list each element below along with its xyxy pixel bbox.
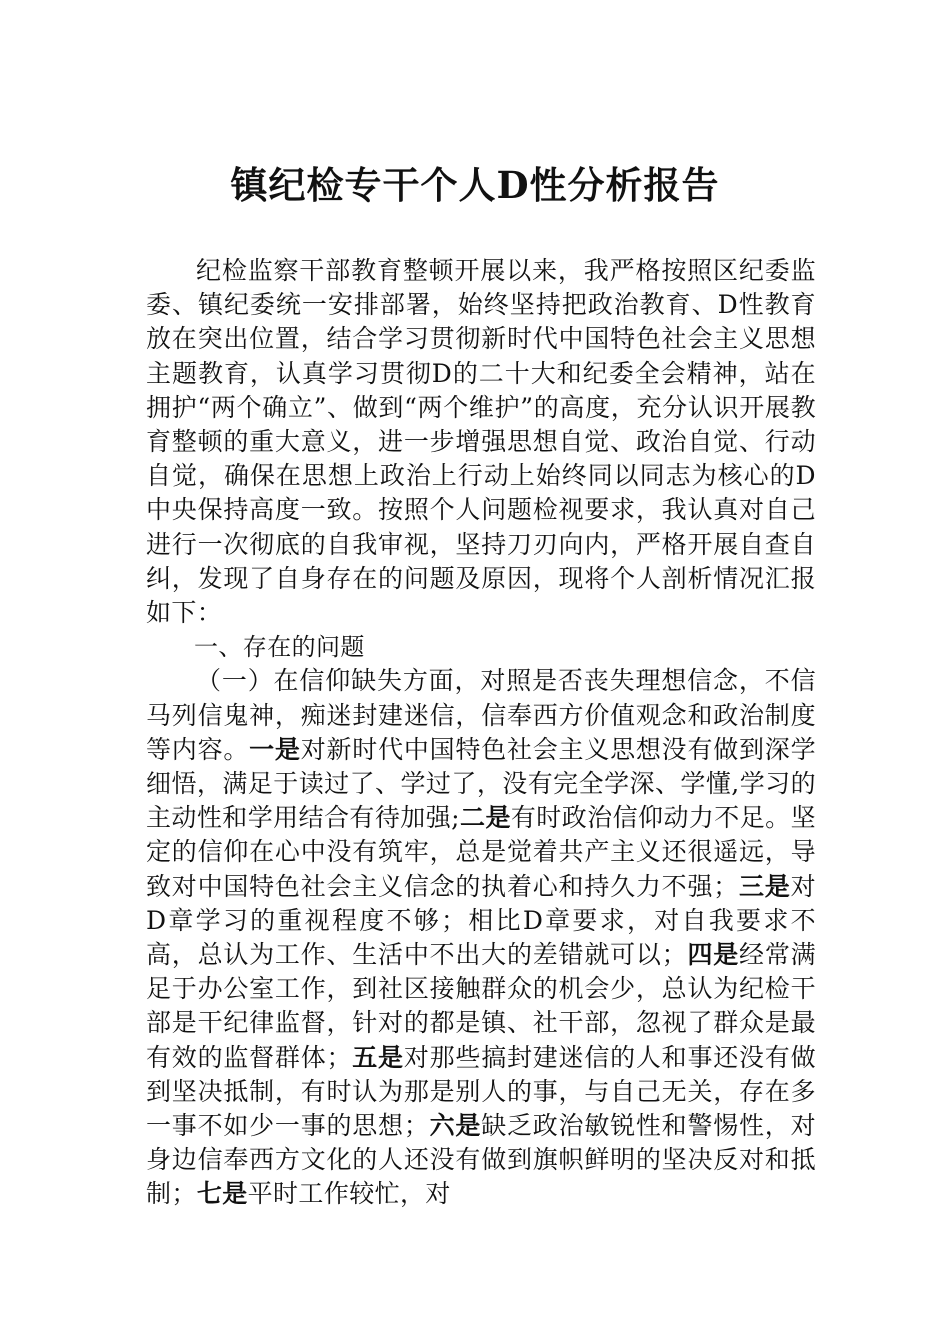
intro-paragraph: 纪检监察干部教育整顿开展以来，我严格按照区纪委监委、镇纪委统一安排部署，始终坚持把政治教育、D性教育放在突出位置，结合学习贯彻新时代中国特色社会主义思想主题教育，认真学习贯彻D的二十大和纪委全会精神，站在拥护“两个确立”、做到“两个维护”的高度，充分认识开展教育整顿的重大意义，进一步增强思想自觉、政治自觉、行动自觉，确保在思想上政治上行动上始终同以同志为核心的D中央保持高度一致。按照个人问题检视要求，我认真对自己进行一次彻底的自我审视，坚持刀刃向内，严格开展自查自纠，发现了自身存在的问题及原因，现将个人剖析情况汇报如下： xyxy=(146,256,816,628)
point-marker: 四是 xyxy=(687,940,740,970)
subsection-lead: （一）在信仰缺失方面，对照是否丧失理想信念，不信马列信鬼神，痴迷封建迷信，信奉西方价值观念和政治制度等内容。 xyxy=(146,666,816,764)
point-text: 对D章学习的重视程度不够；相比D章要求，对自我要求不高，总认为工作、生活中不出大的差错就可以； xyxy=(146,871,816,970)
point-text: 对那些搞封建迷信的人和事还没有做到坚决抵制，有时认为那是别人的事，与自己无关，存在多一事不如少一事的思想； xyxy=(146,1042,816,1141)
point-marker: 三是 xyxy=(738,871,791,901)
point-marker: 六是 xyxy=(429,1111,482,1141)
point-marker: 一是 xyxy=(249,734,301,764)
point-text: 对新时代中国特色社会主义思想没有做到深学细悟，满足于读过了、学过了，没有完全学深、学懂,学习的主动性和学用结合有待加强; xyxy=(146,734,816,833)
document-title: 镇纪检专干个人D性分析报告 xyxy=(230,163,720,207)
point-marker: 五是 xyxy=(351,1042,404,1072)
point-text: 有时政治信仰动力不足。坚定的信仰在心中没有筑牢，总是觉着共产主义还很遥远，导致对中国特色社会主义信念的执着心和持久力不强； xyxy=(146,803,816,901)
point-text: 缺乏政治敏锐性和警惕性，对身边信奉西方文化的人还没有做到旗帜鲜明的坚决反对和抵制； xyxy=(146,1111,816,1209)
point-marker: 七是 xyxy=(196,1179,248,1209)
document-body xyxy=(146,254,816,1212)
problem-paragraph xyxy=(146,664,816,1211)
point-text: 经常满足于办公室工作，到社区接触群众的机会少，总认为纪检干部是干纪律监督，针对的都是镇、社干部，忽视了群众是最有效的监督群体； xyxy=(146,940,816,1072)
point-marker: 二是 xyxy=(459,803,511,833)
point-text: 平时工作较忙，对 xyxy=(247,1179,451,1209)
section-heading: 一、存在的问题 xyxy=(194,633,365,662)
